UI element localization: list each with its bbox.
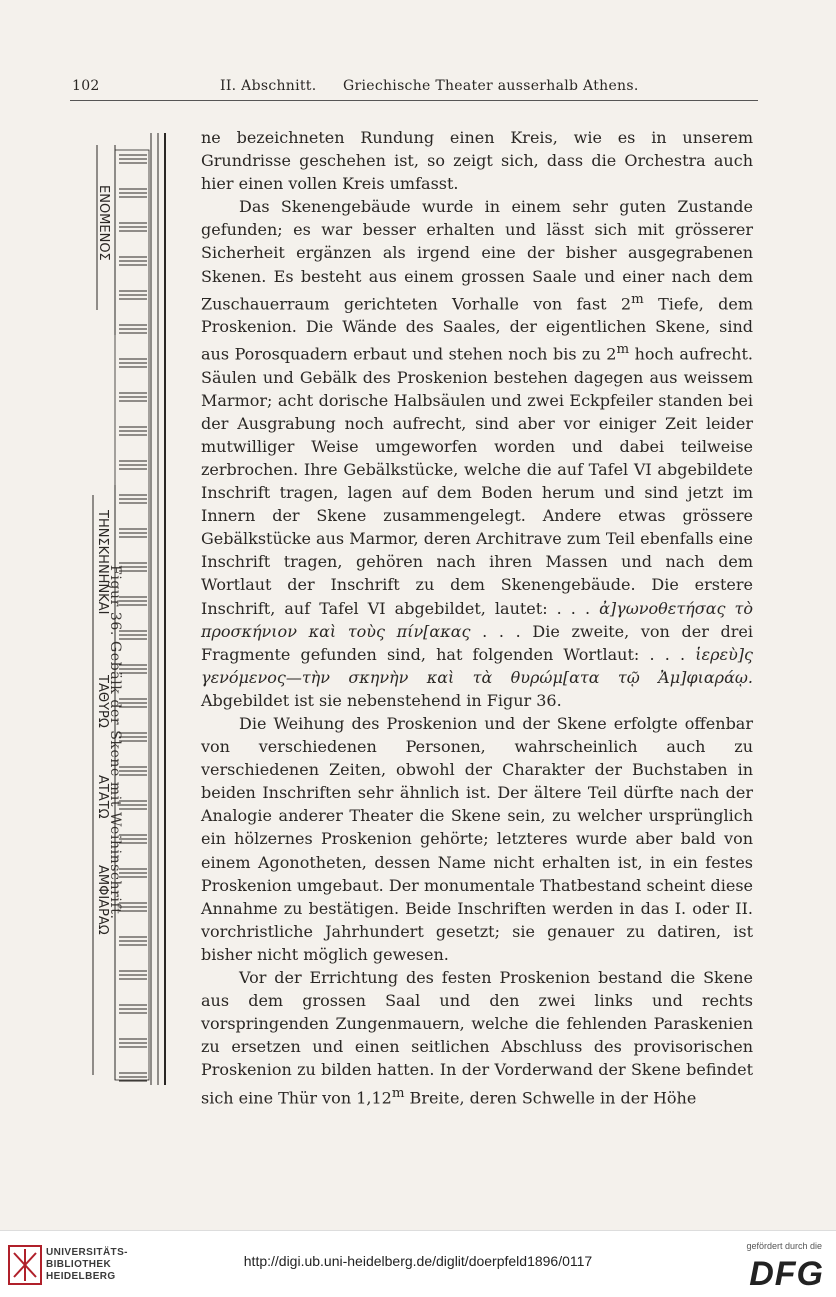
paragraph-2-part-e: Abgebildet ist sie nebenstehend in Figur 36. — [201, 690, 562, 710]
paragraph-3: Die Weihung des Proskenion und der Skene erfolgte offenbar von verschiedenen Personen, wahrscheinlich auch zu verschiedenen Zeiten, obwohl der Charakter der Buchstaben in beiden Inschriften sehr ähnlich ist. Der ältere Teil dürfte nach der Analogie anderer Theater die Skene sein, zu welcher ursprünglich ein hölzernes Proskenion gehörte; letzteres wurde aber bald von einem Agonotheten, dessen Name nicht erhalten ist, in ein festes Proskenion umgebaut. Der monumentale Thatbestand scheint diese Annahme zu bestätigen. Beide Inschriften werden in das I. oder II. vorchristliche Jahrhundert gesetzt; sie genauer zu datiren, ist bisher nicht möglich gewesen. — [201, 714, 753, 964]
superscript-m: m — [631, 291, 644, 307]
library-name-line-1: UNIVERSITÄTS- — [46, 1247, 128, 1258]
svg-text:ΑΜΦΙΑΡΑΩ: ΑΜΦΙΑΡΑΩ — [95, 865, 110, 935]
greek-inscription-2: ἱερεὺ]ς γενόμενος—τὴν σκηνὴν καὶ τὰ θυρώμ[ατα τῷ Ἀμ]φιαράῳ. — [201, 644, 753, 687]
page-number: 102 — [72, 78, 100, 94]
paragraph-2 — [201, 195, 753, 712]
svg-text:ΤΑΘΥΡΩ: ΤΑΘΥΡΩ — [95, 675, 110, 728]
paragraph-2-part-a: Das Skenengebäude wurde in einem sehr guten Zustande gefunden; es war besser erhalten und lässt sich mit grösserer Sicherheit ergänzen als irgend eine der bisher ausgegrabenen Skenen. Es besteht aus einem grossen Saale und einer nach dem Zuschauerraum gerichteten Vorhalle von fast 2 — [201, 197, 753, 313]
superscript-m: m — [391, 1085, 405, 1101]
paragraph-2-part-c: hoch aufrecht. Säulen und Gebälk des Proskenion bestehen dagegen aus weissem Marmor; acht dorische Halbsäulen und zwei Eckpfeiler standen bei der Ausgrabung noch aufrecht, sind aber vor einiger Zeit leider mutwilliger Weise umgeworfen worden und dabei teilweise zerbrochen. Ihre Gebälkstücke, welche die auf Tafel VI abgebildete Inschrift tragen, lagen auf dem Boden herum und sind jetzt im Innern der Skene zusammengelegt. Andere etwas grössere Gebälkstücke aus Marmor, deren Architrave zum Teil ebenfalls eine Inschrift tragen, gehören nach ihren Massen und nach dem Wortlaut der Inschrift zu dem Skenengebäude. Die erstere Inschrift, auf Tafel VI abgebildet, lautet: . . . — [201, 344, 753, 618]
paragraph-1: ne bezeichneten Rundung einen Kreis, wie es in unserem Grundrisse geschehen ist, so zeigt sich, dass die Orchestra auch hier einen vollen Kreis umfasst. — [201, 128, 753, 194]
library-name-line-3: HEIDELBERG — [46, 1271, 116, 1282]
svg-text:ΤΗΝΣΚΗΝΗΝΚΑΙ: ΤΗΝΣΚΗΝΗΝΚΑΙ — [95, 510, 110, 615]
paragraph-4 — [201, 966, 753, 1109]
figure-caption: Figur 36. Gebälk der Skene mit Weihinschrift. — [107, 565, 123, 920]
running-header — [70, 74, 758, 98]
svg-text:ΑΤΑΤΩ: ΑΤΑΤΩ — [95, 775, 110, 819]
dfg-logo[interactable]: DFG — [749, 1255, 824, 1293]
svg-text:ΕΝΟΜΕΝΟΣ: ΕΝΟΜΕΝΟΣ — [96, 185, 111, 261]
permalink-url[interactable]: http://digi.ub.uni-heidelberg.de/diglit/doerpfeld1896/0117 — [243, 1253, 593, 1269]
running-title: Griechische Theater ausserhalb Athens. — [343, 78, 639, 94]
figure-36 — [85, 125, 170, 1090]
paragraph-2-part-d: . . . Die zweite, von der drei Fragmente gefunden sind, hat folgenden Wortlaut: . . . — [201, 621, 753, 664]
header-rule — [70, 100, 758, 101]
entablature-drawing-icon — [85, 125, 170, 1090]
paragraph-4-part-b: Breite, deren Schwelle in der Höhe — [404, 1087, 697, 1107]
greek-inscription-1: ἀ]γωνοθετήσας τὸ προσκήνιον καὶ τοὺς πίν[ακας — [201, 598, 753, 641]
main-text — [201, 126, 753, 1109]
paragraph-4-part-a: Vor der Errichtung des festen Proskenion bestand die Skene aus dem grossen Saal und den zwei links und rechts vorspringenden Zungenmauern, welche die fehlenden Paraskenien zu ersetzen und einen seitlichen Abschluss des provisorischen Proskenion zu bilden hatten. In der Vorderwand der Skene befindet sich eine Thür von 1,12 — [201, 968, 753, 1107]
paragraph-2-part-b: Tiefe, dem Proskenion. Die Wände des Saales, der eigentlichen Skene, sind aus Porosquadern erbaut und stehen noch bis zu 2 — [201, 293, 753, 364]
funding-note: gefördert durch die — [746, 1241, 822, 1251]
viewer-footer — [0, 1230, 836, 1297]
library-name-line-2: BIBLIOTHEK — [46, 1259, 112, 1270]
section-label: II. Abschnitt. — [220, 78, 317, 94]
superscript-m: m — [616, 342, 630, 358]
